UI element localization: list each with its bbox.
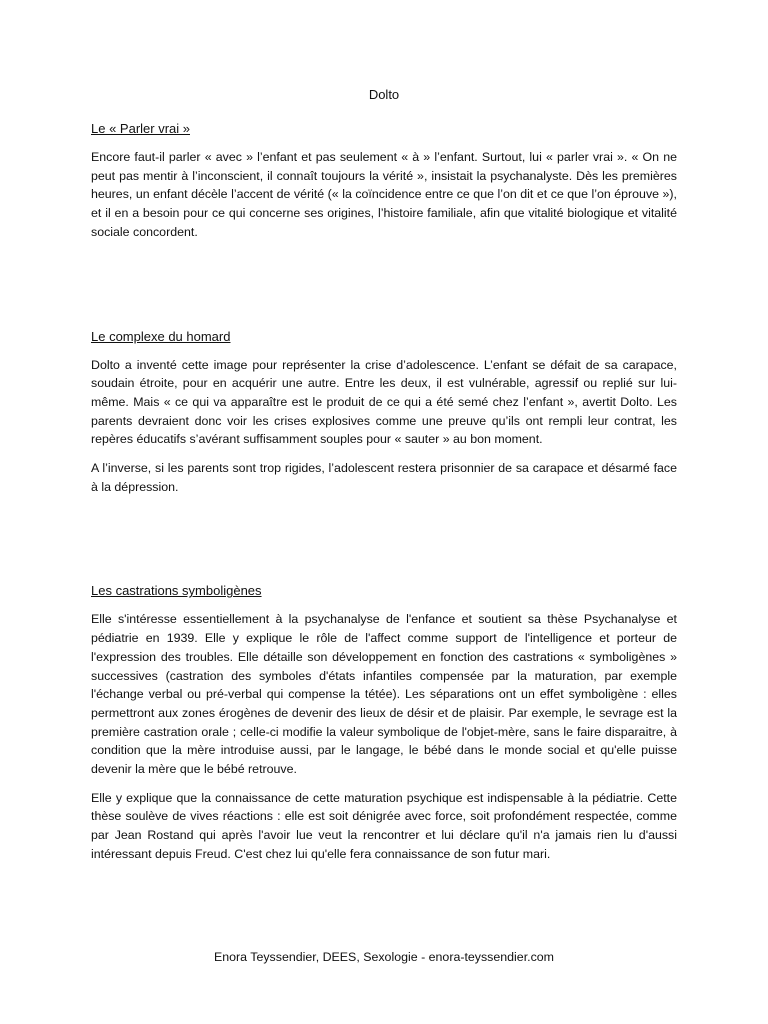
paragraph: Elle y explique que la connaissance de cette maturation psychique est indispensable à la pédiatrie. Cette thèse soulève de vives réactions : elle est soit dénigrée avec force, soit profondément respectée, comme par Jean Rostand qui après l'avoir lue veut la rencontrer et lui déclare qu'il n'a jamais rien lu d'aussi intéressant depuis Freud. C'est chez lui qu'elle fera connaissance de son futur mari.: [91, 790, 677, 861]
document-body: [91, 112, 677, 874]
section-heading-castrations-symboligenes: Les castrations symboligènes: [91, 583, 262, 599]
section-spacer: [91, 252, 677, 320]
paragraph: Dolto a inventé cette image pour représenter la crise d’adolescence. L’enfant se défait de sa carapace, soudain étroite, pour en acquérir une autre. Entre les deux, il est vulnérable, agressif ou replié sur lui-même. Mais « ce qui va apparaître est le produit de ce qui a été semé chez l’enfant », avertit Dolto. Les parents devraient donc voir les crises explosives comme une preuve qu’ils ont rempli leur contrat, les repères éducatifs s’avérant suffisamment souples pour « sauter » au bon moment.: [91, 357, 677, 447]
document-title: Dolto: [368, 87, 400, 102]
paragraph: Elle s'intéresse essentiellement à la psychanalyse de l'enfance et soutient sa thèse Psychanalyse et pédiatrie en 1939. Elle y explique le rôle de l'affect comme support de l'intelligence et porteur de l'expression des troubles. Elle détaille son développement en fonction des castrations « symboligènes » successives (castration des symboles d'états infantiles compensée par la maturation, par exemple l'échange verbal ou pré-verbal qui compense la tétée). Les séparations ont un effet symboligène : elles permettront aux zones érogènes de devenir des lieux de désir et de plaisir. Par exemple, le sevrage est la première castration orale ; celle-ci modifie la valeur symbolique de l'objet-mère, sans le faire disparaitre, à condition que la mère introduise aussi, par le langage, le bébé dans le monde social et qu'elle puisse devenir la mère que le bébé retrouve.: [91, 612, 677, 777]
page-footer: Enora Teyssendier, DEES, Sexologie - enora-teyssendier.com: [213, 950, 554, 964]
paragraph: Encore faut-il parler « avec » l’enfant et pas seulement « à » l’enfant. Surtout, lui « parler vrai ». « On ne peut pas mentir à l’inconscient, il connaît toujours la vérité », insistait la psychanalyste. Dès les premières heures, un enfant décèle l’accent de vérité (« la coïncidence entre ce que l’on dit et ce que l’on éprouve »), et il en a besoin pour ce qui concerne ses origines, l’histoire familiale, afin que vitalité biologique et vitalité sociale concordent.: [91, 150, 677, 239]
section-heading-complexe-homard: Le complexe du homard: [91, 328, 231, 344]
paragraph: A l’inverse, si les parents sont trop rigides, l’adolescent restera prisonnier de sa carapace et désarmé face à la dépression.: [91, 461, 677, 494]
section-spacer: [91, 506, 677, 574]
section-heading-parler-vrai: Le « Parler vrai »: [91, 121, 190, 136]
